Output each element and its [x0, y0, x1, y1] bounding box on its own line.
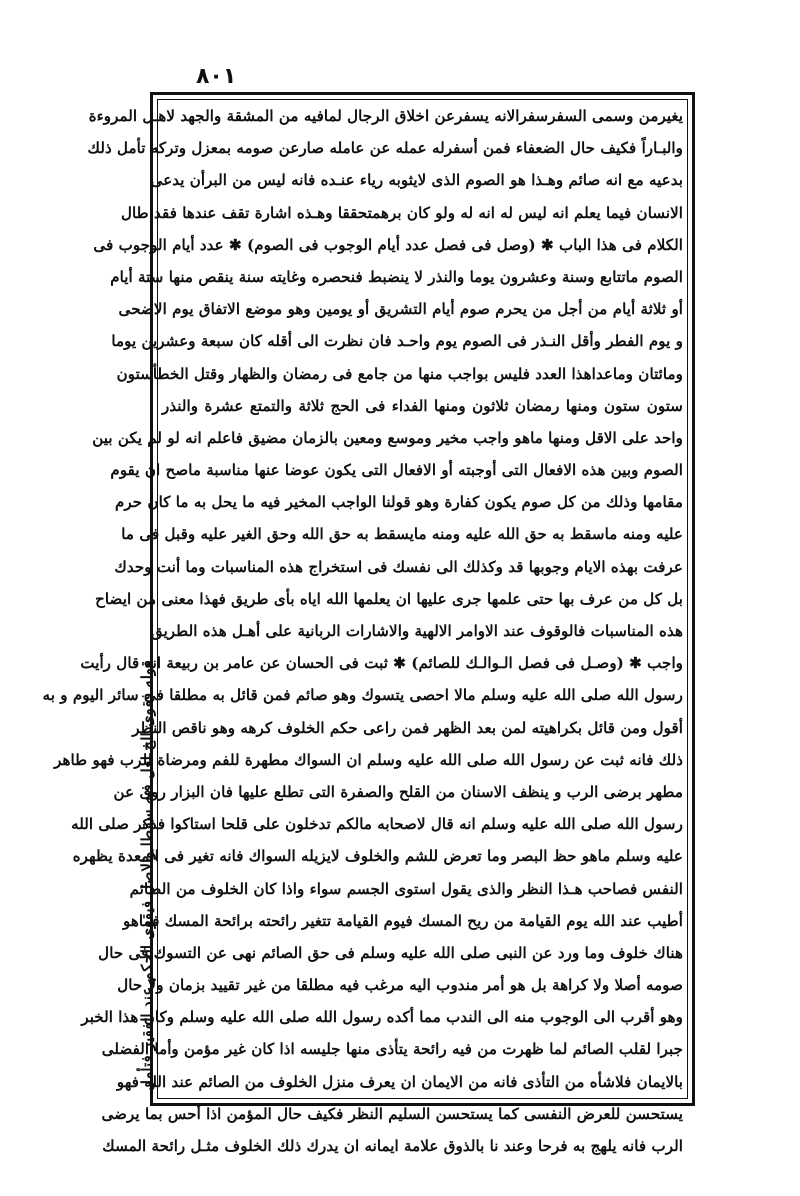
text-line: بدعيه مع انه صائم وهـذا هو الصوم الذى لايثوبه رياء عنـده فانه ليس من البرأن يدعى — [150, 171, 683, 190]
text-line: عليه ومنه ماسقط به حق الله عليه ومنه مايسقط به حق الله وحق الغير عليه وقبل فى ما — [121, 525, 683, 544]
text-line: عليه وسلم ماهو حظ البصر وما تعرض للشم والخلوف لايزيله السواك فانه تغير فى المعدة يظهره — [72, 847, 683, 866]
margin-note: قوله فقوى الخ لعل فيه سقطا والاصل فيقوى الحكم عند الفقير فتأمل — [138, 660, 156, 1091]
text-line: هذه المناسبات فالوقوف عند الاوامر الالهية والاشارات الربانية على أهـل هذه الطريق — [150, 622, 683, 640]
text-line: بل كل من عرف بها حتى علمها جرى عليها ان يعلمها الله اياه بأى طريق فهذا معنى من ايضاح — [95, 589, 683, 608]
text-line: والبـاراً فكيف حال الضعفاء فمن أسفرله عمله عن عامله صارعن صومه بمعزل وتركه تأمل ذلك — [87, 139, 683, 158]
text-line: واحد على الاقل ومنها ماهو واجب مخير وموسع ومعين بالزمان مضيق فاعلم انه لو لم يكن بين — [92, 428, 683, 447]
text-line: الرب فانه يلهج به فرحا وعند نا بالذوق علامة ايمانه ان يدرك ذلك الخلوف مثـل رائحة المسك — [102, 1137, 683, 1155]
text-line: ومائتان وماعداهذا العدد فليس بواجب منها من جامع فى رمضان والظهار وقتل الخطأستون — [116, 364, 683, 383]
text-line: واجب ✱ (وصـل فى فصل الـوالـك للصائم) ✱ ثبت فى الحسان عن عامر بن ربيعة انه قال رأيت — [80, 654, 683, 673]
text-line: أو ثلاثة أيام من أجل من يحرم صوم أيام التشريق أو يومين وهو موضع الاتفاق يوم الاضحى — [118, 300, 683, 319]
text-line: ستون ستون ومنها رمضان ثلاثون ومنها الفداء فى الحج ثلاثة والتمتع عشرة والنذر — [162, 396, 683, 415]
text-line: وهو أقرب الى الوجوب منه الى الندب مما أكده رسول الله صلى الله عليه وسلم وكان هذا الخبر — [81, 1008, 683, 1027]
text-line: صومه أصلا ولا كراهة بل هو أمر مندوب اليه مرغب فيه مطلقا من غير تقييد بزمان ولا حال — [117, 976, 683, 995]
text-line: يستحسن للعرض النفسى كما يستحسن السليم النظر فكيف حال المؤمن اذا أحس بما يرضى — [101, 1104, 683, 1123]
text-line: رسول الله صلى الله عليه وسلم انه قال لاصحابه مالكم تدخلون على قلحا استاكوا فذكر صلى الله — [71, 815, 683, 834]
text-line: الانسان فيما يعلم انه ليس له انه له ولو كان برهمتحققا وهـذه اشارة تقف عندها فقد طال — [121, 203, 683, 222]
text-line: مقامها وذلك من كل صوم يكون كفارة وهو قولنا الواجب المخير فيه ما يحل به ما كان حرم — [115, 493, 683, 512]
text-line: جبرا لقلب الصائم لما ظهرت من فيه رائحة يتأذى منها جليسه اذا كان غير مؤمن وأما الفضلى — [101, 1040, 683, 1059]
text-line: مطهر برضى الرب و ينظف الاسنان من القلح والصفرة التى تطلع عليها فان البزار روى عن — [113, 782, 683, 801]
page-number: ٨٠١ — [196, 64, 237, 89]
text-line: الصوم ماتتابع وسنة وعشرون يوما والنذر لا ينضبط فنحصره وغايته سنة ينقص منها ستة أيام — [110, 267, 683, 286]
text-line: النفس فصاحب هـذا النظر والذى يقول استوى الجسم سواء واذا كان الخلوف من الصائم — [129, 879, 683, 898]
text-line: أقول ومن قائل بكراهيته لمن بعد الظهر فمن راعى حكم الخلوف كرهه وهو ناقص النظر — [132, 718, 683, 737]
text-line: الكلام فى هذا الباب ✱ (وصل فى فصل عدد أيام الوجوب فى الصوم) ✱ عدد أيام الوجوب فى — [93, 235, 683, 254]
text-line: ذلك فانه ثبت عن رسول الله صلى الله عليه وسلم ان السواك مطهرة للفم ومرضاة للرب فهو طاهر — [54, 750, 683, 769]
text-line: رسول الله صلى الله عليه وسلم مالا احصى يتسوك وهو صائم فمن قائل به مطلقا فى سائر اليوم و به — [42, 686, 683, 705]
text-line: هناك خلوف وما ورد عن النبى صلى الله عليه وسلم فى حق الصائم نهى عن التسوك فى حال — [98, 943, 683, 962]
text-line: الصوم وبين هذه الافعال التى أوجبته أو الافعال التى يكون عوضا عنها مناسبة ماصح ان يقوم — [110, 461, 683, 480]
text-line: عرفت بهذه الايام وجوبها قد وكذلك الى نفسك فى استخراج هذه المناسبات وما أنت وحدك — [114, 557, 683, 576]
text-line: و يوم الفطر وأقل النـذر فى الصوم يوم واحـد فان نظرت الى أقله كان سبعة وعشرين يوما — [111, 332, 683, 351]
text-line: أطيب عند الله يوم القيامة من ريح المسك فيوم القيامة تتغير رائحته برائحة المسك فماهو — [122, 911, 683, 930]
text-line: بالايمان فلاشأه من التأذى فانه من الايمان ان يعرف منزل الخلوف من الصائم عند الله فهو — [116, 1072, 683, 1091]
text-line: يغيرمن وسمى السفرسفرالانه يسفرعن اخلاق الرجال لمافيه من المشقة والجهد لاهـل المروءة — [88, 107, 683, 125]
